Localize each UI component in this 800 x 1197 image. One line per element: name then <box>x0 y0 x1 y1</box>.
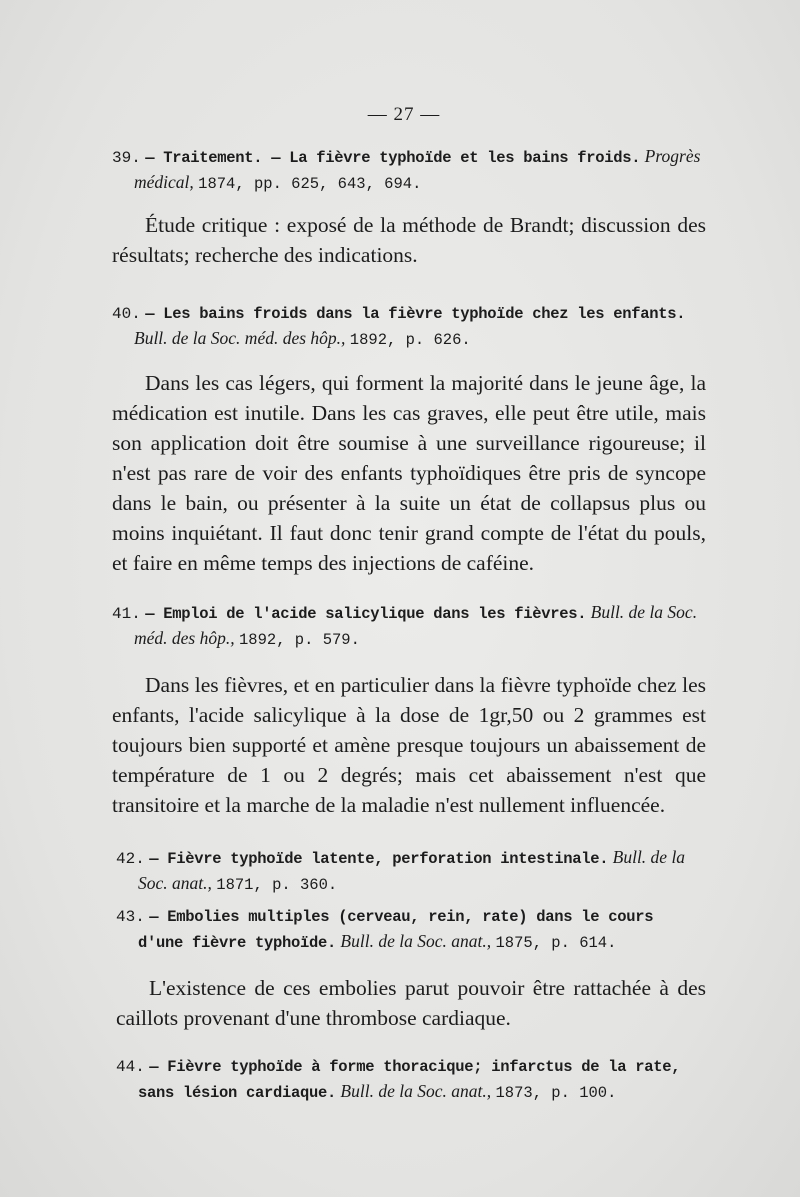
entry-number: 44. <box>116 1058 145 1076</box>
bibliography-entry-44 <box>116 1053 716 1105</box>
entry-details: 1875, p. 614. <box>495 934 617 952</box>
citation <box>112 600 706 652</box>
bibliography-entry-39 <box>112 144 706 270</box>
entry-details: 1874, pp. 625, 643, 694. <box>198 175 422 193</box>
entry-number: 40. <box>112 305 141 323</box>
entry-summary: Étude critique : exposé de la méthode de Brandt; discussion des résultats; recherche des indications. <box>112 213 706 267</box>
citation <box>112 144 706 196</box>
entry-summary: L'existence de ces embolies parut pouvoir être rattachée à des caillots provenant d'une thrombose cardiaque. <box>116 976 706 1030</box>
entry-source: Bull. de la Soc. anat., <box>138 847 686 893</box>
entry-summary: Dans les cas légers, qui forment la majorité dans le jeune âge, la médication est inutile. Dans les cas graves, elle peut être utile, mais son application doit être soumise à une surveillance rigoureuse; il n'est pas rare de voir des enfants typhoïdiques être pris de syncope dans le bain, ou présenter à la suite un état de collapsus plus ou moins inquiétant. Il faut donc tenir grand compte de l'état du pouls, et faire en même temps des injections de caféine. <box>112 371 706 575</box>
page-number: — 27 — <box>367 104 441 125</box>
entry-details: 1892, p. 626. <box>349 331 471 349</box>
entry-source: Bull. de la Soc. anat., <box>340 1081 492 1101</box>
entry-title: — Fièvre typhoïde à forme thoracique; infarctus de la rate, sans lésion cardiaque. <box>138 1058 681 1102</box>
bibliography-entry-41 <box>112 600 706 820</box>
bibliography-entry-42 <box>116 845 706 897</box>
citation <box>116 845 706 897</box>
entry-source: Progrès médical, <box>134 146 701 192</box>
entry-title: — Emploi de l'acide salicylique dans les fièvres. <box>145 605 587 623</box>
entry-summary: Dans les fièvres, et en particulier dans la fièvre typhoïde chez les enfants, l'acide salicylique à la dose de 1gr,50 ou 2 grammes est toujours bien supporté et amène presque toujours un abaissement de température de 1 ou 2 degrés; mais cet abaissement n'est que transitoire et la marche de la maladie n'est nullement influencée. <box>112 673 706 817</box>
entry-source: Bull. de la Soc. méd. des hôp., <box>134 602 698 648</box>
entry-details: 1873, p. 100. <box>495 1084 617 1102</box>
entry-details: 1871, p. 360. <box>216 876 338 894</box>
citation <box>116 903 706 955</box>
entry-source: Bull. de la Soc. méd. des hôp., <box>134 328 346 348</box>
entry-title: — Traitement. — La fièvre typhoïde et les bains froids. <box>145 149 641 167</box>
entry-number: 42. <box>116 850 145 868</box>
entry-details: 1892, p. 579. <box>238 631 360 649</box>
entry-source: Bull. de la Soc. anat., <box>340 931 492 951</box>
entry-title: — Embolies multiples (cerveau, rein, rate) dans le cours d'une fièvre typhoïde. <box>138 908 654 952</box>
citation <box>112 300 706 352</box>
entry-number: 43. <box>116 908 145 926</box>
bibliography-entry-40 <box>112 300 706 578</box>
entry-title: — Fièvre typhoïde latente, perforation intestinale. <box>149 850 609 868</box>
citation <box>116 1053 716 1105</box>
bibliography-entry-43 <box>116 903 706 1033</box>
entry-title: — Les bains froids dans la fièvre typhoïde chez les enfants. <box>145 305 686 323</box>
entry-number: 39. <box>112 149 141 167</box>
entry-number: 41. <box>112 605 141 623</box>
